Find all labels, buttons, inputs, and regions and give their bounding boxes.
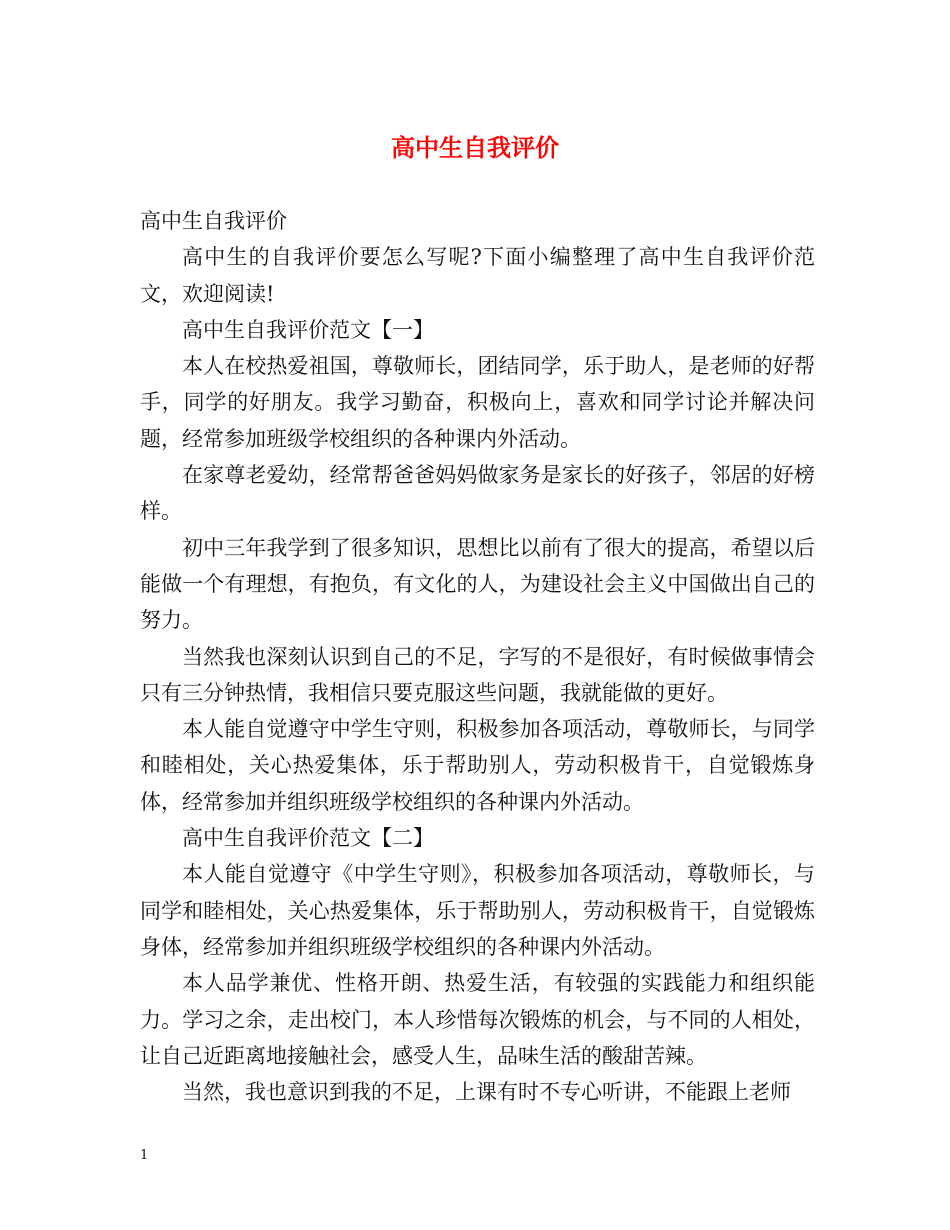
paragraph: 在家尊老爱幼，经常帮爸爸妈妈做家务是家长的好孩子，邻居的好榜样。 [140,463,815,524]
paragraph: 当然，我也意识到我的不足，上课有时不专心听讲，不能跟上老师 [182,1080,791,1105]
section-heading-two: 高中生自我评价范文【二】 [182,826,434,851]
page-number: 1 [140,1148,149,1163]
paragraph: 初中三年我学到了很多知识，思想比以前有了很大的提高，希望以后能做一个有理想，有抱负，有文化的人，为建设社会主义中国做出自己的努力。 [140,535,815,633]
body-heading: 高中生自我评价 [140,209,287,233]
paragraph-intro: 高中生的自我评价要怎么写呢?下面小编整理了高中生自我评价范文，欢迎阅读! [140,245,815,306]
paragraph: 本人能自觉遵守《中学生守则》，积极参加各项活动，尊敬师长，与同学和睦相处，关心热爱集体，乐于帮助别人，劳动积极肯干，自觉锻炼身体，经常参加并组织班级学校组织的各种课内外活动。 [140,862,815,959]
section-heading-one: 高中生自我评价范文【一】 [182,317,434,342]
paragraph: 本人品学兼优、性格开朗、热爱生活，有较强的实践能力和组织能力。学习之余，走出校门，本人珍惜每次锻炼的机会，与不同的人相处，让自己近距离地接触社会，感受人生，品味生活的酸甜苦辣。 [140,971,815,1068]
document-title: 高中生自我评价 [391,133,559,162]
paragraph: 当然我也深刻认识到自己的不足，字写的不是很好，有时候做事情会只有三分钟热情，我相信只要克服这些问题，我就能做的更好。 [140,644,815,705]
paragraph: 本人能自觉遵守中学生守则，积极参加各项活动，尊敬师长，与同学和睦相处，关心热爱集体，乐于帮助别人，劳动积极肯干，自觉锻炼身体，经常参加并组织班级学校组织的各种课内外活动。 [140,717,815,814]
document-body [140,203,815,1110]
paragraph: 本人在校热爱祖国，尊敬师长，团结同学，乐于助人，是老师的好帮手，同学的好朋友。我学习勤奋，积极向上，喜欢和同学讨论并解决问题，经常参加班级学校组织的各种课内外活动。 [140,354,815,451]
